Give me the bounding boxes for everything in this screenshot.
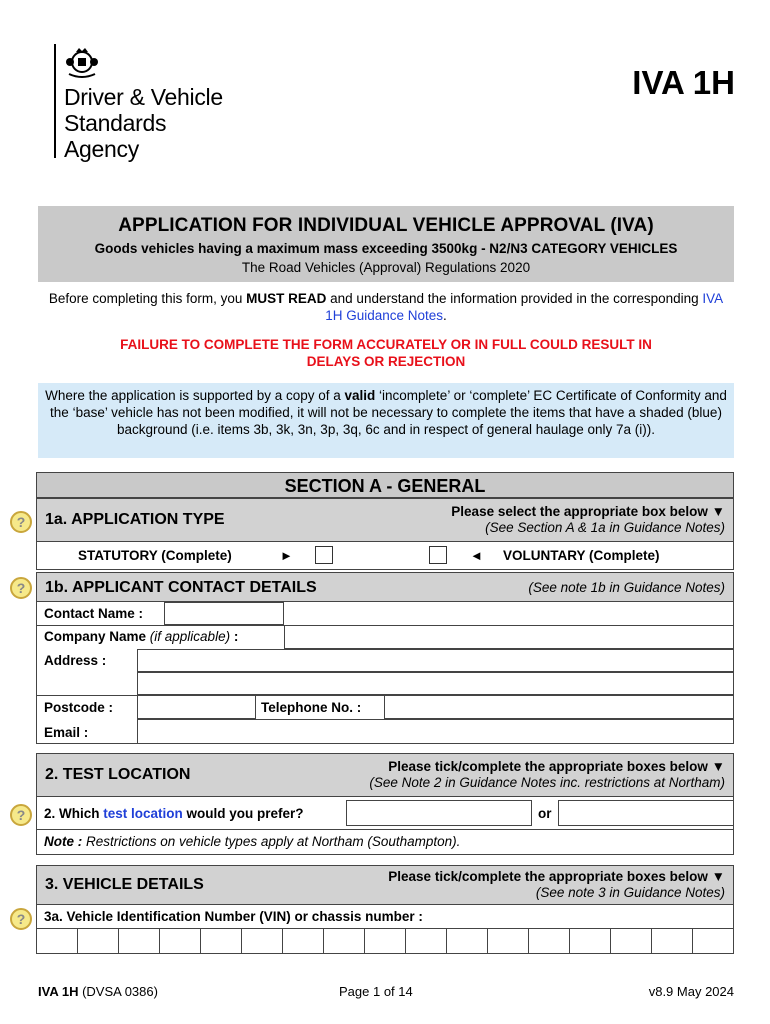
vin-char-box[interactable]: [406, 929, 447, 953]
intro-middle: and understand the information provided in the corresponding: [326, 291, 703, 306]
test-location-header: [36, 753, 734, 797]
note-text: Restrictions on vehicle types apply at Northam (Southampton).: [82, 834, 461, 849]
logo-divider: [54, 44, 56, 158]
guidance-notes-link[interactable]: IVA 1H Guidance Notes: [325, 291, 724, 323]
vin-char-box[interactable]: [119, 929, 160, 953]
intro-end: .: [443, 308, 447, 323]
test-location-instruction: Please tick/complete the appropriate boxes below ▼: [388, 759, 725, 774]
arrow-right-icon: ►: [280, 548, 293, 563]
application-type-instruction: Please select the appropriate box below ▼: [451, 504, 725, 519]
company-name-field[interactable]: [284, 625, 734, 649]
help-icon[interactable]: ?: [10, 511, 32, 533]
email-field[interactable]: [137, 719, 734, 744]
address-label: Address :: [44, 653, 107, 668]
test-location-link[interactable]: test location: [103, 806, 183, 821]
voluntary-label: VOLUNTARY (Complete): [503, 548, 660, 563]
vin-char-box[interactable]: [488, 929, 529, 953]
section-a-header: SECTION A - GENERAL: [36, 472, 734, 498]
test-location-choice-1[interactable]: [346, 800, 532, 826]
statutory-checkbox[interactable]: [315, 546, 333, 564]
vin-char-box[interactable]: [242, 929, 283, 953]
address-line-1-field[interactable]: [137, 649, 734, 672]
vin-char-box[interactable]: [160, 929, 201, 953]
agency-line-3: Agency: [64, 136, 139, 162]
vin-input-row: [36, 928, 734, 954]
vin-char-box[interactable]: [37, 929, 78, 953]
voluntary-checkbox[interactable]: [429, 546, 447, 564]
test-location-question: [44, 806, 304, 821]
coc-note-valid: valid: [344, 388, 376, 403]
help-icon[interactable]: ?: [10, 908, 32, 930]
application-type-header: [36, 498, 734, 542]
contact-details-note: (See note 1b in Guidance Notes): [528, 580, 725, 595]
company-name-colon: :: [230, 629, 239, 644]
or-label: or: [538, 806, 552, 821]
company-name-hint: (if applicable): [146, 629, 231, 644]
failure-warning: [40, 336, 732, 370]
application-type-title: 1a. APPLICATION TYPE: [45, 511, 225, 528]
test-location-title: 2. TEST LOCATION: [45, 766, 191, 783]
form-code: IVA 1H: [632, 64, 735, 101]
telephone-label: Telephone No. :: [261, 700, 362, 715]
vin-char-box[interactable]: [283, 929, 324, 953]
vin-char-box[interactable]: [324, 929, 365, 953]
agency-line-2: Standards: [64, 110, 167, 136]
royal-crest-icon: [64, 44, 100, 80]
regulations: The Road Vehicles (Approval) Regulations 2020: [241, 260, 531, 275]
company-name-label: [44, 629, 238, 644]
vehicle-details-note: (See note 3 in Guidance Notes): [535, 885, 725, 900]
coc-note-part1: Where the application is supported by a copy of a: [45, 388, 345, 403]
vin-char-box[interactable]: [611, 929, 652, 953]
northam-note: [44, 834, 460, 849]
test-location-choice-2[interactable]: [558, 800, 734, 826]
vin-char-box[interactable]: [447, 929, 488, 953]
email-label: Email :: [44, 725, 89, 740]
page-number: Page 1 of 14: [339, 984, 413, 999]
version: v8.9 May 2024: [648, 984, 734, 999]
vehicle-details-instruction: Please tick/complete the appropriate boxes below ▼: [388, 869, 725, 884]
form-title: APPLICATION FOR INDIVIDUAL VEHICLE APPROVAL (IVA): [118, 215, 654, 236]
postcode-label: Postcode :: [44, 700, 114, 715]
help-icon[interactable]: ?: [10, 577, 32, 599]
vin-char-box[interactable]: [529, 929, 570, 953]
footer-code: IVA 1H: [38, 984, 79, 999]
test-q-before: 2. Which: [44, 806, 104, 821]
vehicle-details-title: 3. VEHICLE DETAILS: [45, 876, 204, 893]
contact-details-header: [36, 572, 734, 602]
vin-label: 3a. Vehicle Identification Number (VIN) or chassis number :: [44, 909, 423, 924]
vin-char-box[interactable]: [652, 929, 693, 953]
coc-note: [38, 383, 734, 458]
test-q-after: would you prefer?: [182, 806, 304, 821]
footer-form-ref: [38, 984, 158, 999]
company-name-text: Company Name: [44, 629, 147, 644]
address-line-2-field[interactable]: [137, 672, 734, 695]
vin-char-box[interactable]: [365, 929, 406, 953]
agency-line-1: Driver & Vehicle: [64, 84, 223, 110]
vin-char-box[interactable]: [78, 929, 119, 953]
telephone-field[interactable]: [384, 695, 734, 719]
row-divider: [36, 829, 734, 830]
warning-line-1: FAILURE TO COMPLETE THE FORM ACCURATELY OR IN FULL COULD RESULT IN: [120, 337, 652, 352]
test-location-note: (See Note 2 in Guidance Notes inc. restrictions at Northam): [369, 775, 725, 790]
vehicle-details-header: [36, 865, 734, 905]
vin-char-box[interactable]: [201, 929, 242, 953]
application-type-note: (See Section A & 1a in Guidance Notes): [485, 520, 725, 535]
contact-name-label: Contact Name :: [44, 606, 144, 621]
footer-ref: (DVSA 0386): [78, 984, 158, 999]
contact-details-title: 1b. APPLICANT CONTACT DETAILS: [45, 579, 317, 596]
form-subtitle: Goods vehicles having a maximum mass exceeding 3500kg - N2/N3 CATEGORY VEHICLES: [94, 241, 678, 256]
arrow-left-icon: ◄: [470, 548, 483, 563]
help-icon[interactable]: ?: [10, 804, 32, 826]
note-label: Note :: [44, 834, 83, 849]
intro-before: Before completing this form, you: [48, 291, 247, 306]
coc-note-part2: ‘incomplete’ or ‘complete’ EC Certificate of Conformity and the ‘base’ vehicle has not been modified, it will not be necessary to complete the items that have a shaded (blue) background (i.e. items 3b, 3k, 3n, 3p, 3q, 6c and in respect of general haulage only 7a (i)).: [50, 388, 727, 437]
contact-name-field[interactable]: [164, 602, 284, 625]
intro-text: [40, 290, 732, 324]
postcode-field[interactable]: [137, 695, 256, 719]
vin-char-box[interactable]: [693, 929, 733, 953]
statutory-label: STATUTORY (Complete): [78, 548, 232, 563]
warning-line-2: DELAYS OR REJECTION: [306, 354, 466, 369]
intro-must-read: MUST READ: [246, 291, 327, 306]
vin-char-box[interactable]: [570, 929, 611, 953]
agency-name: [64, 84, 223, 162]
title-box: [38, 206, 734, 282]
